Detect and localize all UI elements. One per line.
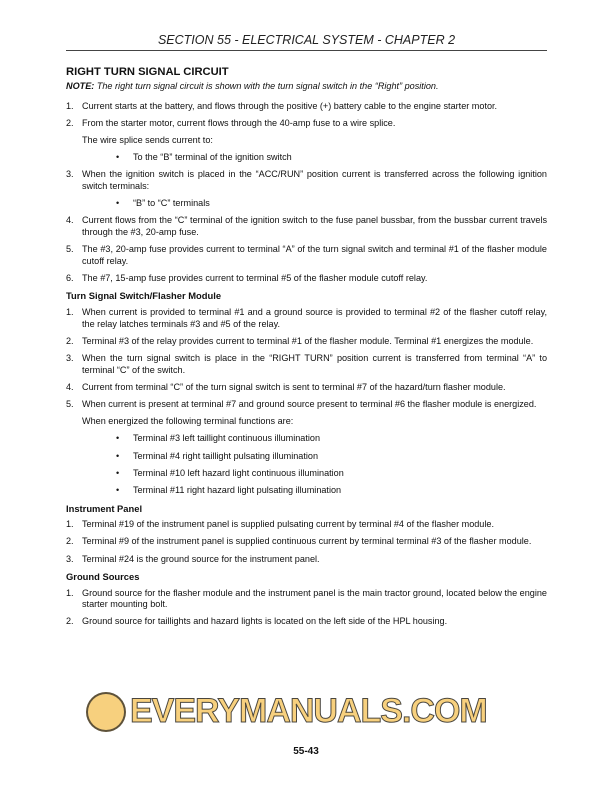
bullet-item: [116, 485, 547, 497]
page-body: [66, 66, 547, 634]
bullet-icon: •: [116, 152, 120, 163]
list-item: [66, 353, 547, 376]
bullet-item: [116, 468, 547, 480]
steps-ground: [66, 588, 547, 628]
item-text: Terminal #24 is the ground source for the instrument panel.: [82, 553, 320, 564]
item-text: Terminal #19 of the instrument panel is supplied pulsating current by terminal #4 of the flasher module.: [82, 519, 494, 530]
section-header: SECTION 55 - ELECTRICAL SYSTEM - CHAPTER 2: [157, 33, 456, 47]
item-text: When the turn signal switch is place in the “RIGHT TURN” position current is transferred from terminal “A” to terminal “C” of the switch.: [82, 353, 547, 375]
list-item: [66, 588, 547, 611]
sub-text: When energized the following terminal functions are:: [82, 416, 294, 427]
list-item: [66, 215, 547, 238]
bullet-text: To the “B” terminal of the ignition switch: [133, 152, 292, 163]
bullet-icon: •: [116, 467, 120, 478]
bullet-item: [116, 451, 547, 463]
list-item: [66, 536, 547, 548]
watermark-logo: [86, 692, 126, 732]
bullet-text: Terminal #3 left taillight continuous illumination: [133, 433, 321, 444]
list-item: [66, 118, 547, 130]
item-text: Terminal #9 of the instrument panel is supplied continuous current by terminal terminal #3 of the flasher module.: [82, 536, 532, 547]
heading-ground-sources: Ground Sources: [66, 571, 140, 583]
item-text: Current flows from the “C” terminal of the ignition switch to the fuse panel bussbar, from the bussbar current travels through the #3, 20-amp fuse.: [82, 215, 547, 237]
item-number: 2.: [66, 117, 74, 128]
heading-instrument-panel: Instrument Panel: [66, 502, 143, 514]
list-item: [66, 399, 547, 411]
item-text: Current from terminal “C” of the turn signal switch is sent to terminal #7 of the hazard/turn flasher module.: [82, 381, 506, 392]
item-text: The #3, 20-amp fuse provides current to terminal “A” of the turn signal switch and terminal #1 of the flasher module cutoff relay.: [82, 244, 547, 266]
steps-instrument: [66, 519, 547, 565]
list-item: [66, 244, 547, 267]
item-number: 3.: [66, 353, 74, 364]
list-item: [66, 554, 547, 566]
item-number: 1.: [66, 307, 74, 318]
header-rule: [66, 50, 547, 51]
steps-circuit: [66, 101, 547, 285]
item-text: Ground source for taillights and hazard lights is located on the left side of the HPL housing.: [82, 616, 448, 627]
list-item: [66, 519, 547, 531]
list-item: [66, 307, 547, 330]
item-text: When the ignition switch is placed in the “ACC/RUN” position current is transferred across the following ignition switch terminals:: [82, 169, 547, 191]
bullet-icon: •: [116, 450, 120, 461]
list-item: [66, 273, 547, 285]
item-number: 5.: [66, 244, 74, 255]
item-text: Ground source for the flasher module and the instrument panel is the main tractor ground, located below the engine starter mounting bolt.: [82, 587, 547, 610]
note-label: NOTE:: [66, 81, 95, 91]
steps-flasher: [66, 307, 547, 496]
list-item: [66, 101, 547, 113]
item-number: 3.: [66, 553, 74, 564]
bullet-icon: •: [116, 484, 120, 495]
item-number: 4.: [66, 381, 74, 392]
item-number: 6.: [66, 272, 74, 283]
item-number: 1.: [66, 587, 74, 598]
note: [66, 81, 547, 93]
item-text: When current is present at terminal #7 and ground source present to terminal #6 the flasher module is energized.: [82, 399, 537, 409]
page-title: RIGHT TURN SIGNAL CIRCUIT: [66, 66, 229, 78]
bullet-text: Terminal #11 right hazard light pulsating illumination: [133, 484, 342, 495]
sub-text: The wire splice sends current to:: [82, 134, 213, 145]
item-number: 1.: [66, 100, 74, 111]
heading-flasher-module: Turn Signal Switch/Flasher Module: [66, 290, 222, 302]
watermark: EVERYMANUALS.COM: [130, 692, 487, 730]
list-item: [66, 336, 547, 348]
bullet-item: [116, 152, 547, 164]
item-number: 1.: [66, 519, 74, 530]
item-number: 2.: [66, 335, 74, 346]
item-text: Terminal #3 of the relay provides current to terminal #1 of the flasher module. Terminal #1 energizes the module.: [82, 335, 534, 346]
list-item: [66, 169, 547, 192]
list-item: [66, 382, 547, 394]
bullet-text: Terminal #10 left hazard light continuous illumination: [133, 467, 344, 478]
bullet-item: [116, 198, 547, 210]
item-number: 3.: [66, 169, 74, 180]
bullet-icon: •: [116, 198, 120, 209]
item-text: The #7, 15-amp fuse provides current to terminal #5 of the flasher module cutoff relay.: [82, 272, 428, 283]
bullet-text: “B” to “C” terminals: [133, 198, 210, 209]
item-text: From the starter motor, current flows through the 40-amp fuse to a wire splice.: [82, 117, 396, 128]
item-text: Current starts at the battery, and flows through the positive (+) battery cable to the engine starter motor.: [82, 100, 498, 111]
bullet-icon: •: [116, 433, 120, 444]
bullet-item: [116, 433, 547, 445]
item-number: 5.: [66, 399, 74, 409]
bullet-text: Terminal #4 right taillight pulsating illumination: [133, 450, 319, 461]
list-item: [66, 616, 547, 628]
item-number: 2.: [66, 536, 74, 547]
note-text: The right turn signal circuit is shown with the turn signal switch in the “Right” position.: [94, 81, 439, 91]
item-number: 2.: [66, 616, 74, 627]
page-number: 55-43: [293, 746, 319, 757]
item-text: When current is provided to terminal #1 and a ground source is provided to terminal #2 of the flasher cutoff relay, the relay latches terminals #3 and #5 of the relay.: [82, 307, 547, 329]
item-number: 4.: [66, 215, 74, 226]
